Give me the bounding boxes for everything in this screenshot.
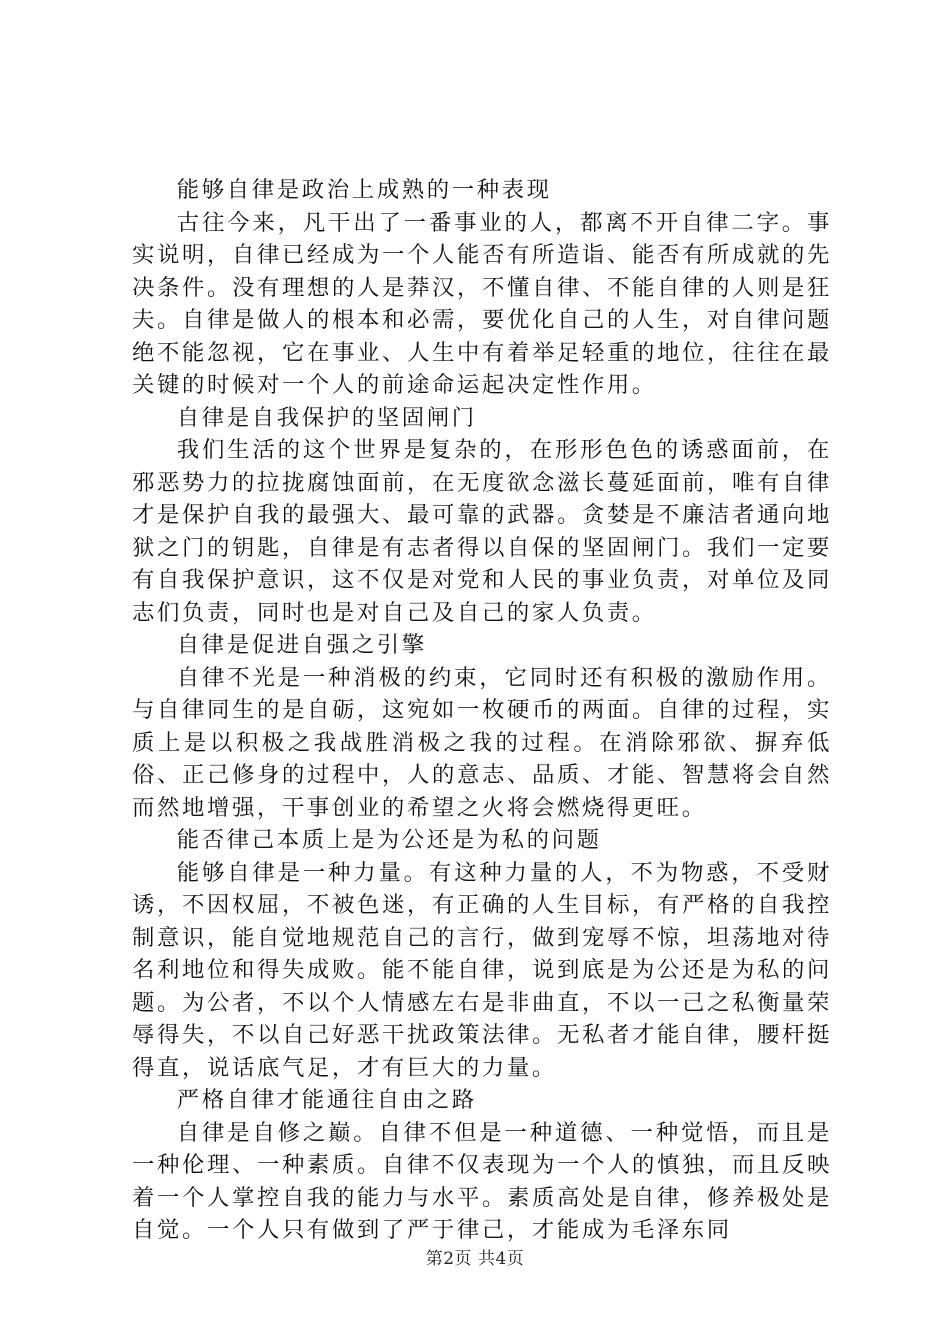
paragraph-1: 古往今来，凡干出了一番事业的人，都离不开自律二字。事实说明，自律已经成为一个人能否有所造诣、能否有所成就的先决条件。没有理想的人是莽汉，不懂自律、不能自律的人则是狂夫。自律是做人的根本和必需，要优化自己的人生，对自律问题绝不能忽视，它在事业、人生中有着举足轻重的地位，往往在最关键的时候对一个人的前途命运起决定性作用。 [132, 209, 832, 398]
section-heading-4: 能否律己本质上是为公还是为私的问题 [176, 827, 602, 853]
section-heading-5: 严格自律才能通往自由之路 [176, 1087, 477, 1113]
paragraph-2: 我们生活的这个世界是复杂的，在形形色色的诱惑面前，在邪恶势力的拉拢腐蚀面前，在无度欲念滋长蔓延面前，唯有自律才是保护自我的最强大、最可靠的武器。贪婪是不廉洁者通向地狱之门的钥匙，自律是有志者得以自保的坚固闸门。我们一定要有自我保护意识，这不仅是对党和人民的事业负责，对单位及同志们负责，同时也是对自己及自己的家人负责。 [132, 437, 832, 626]
paragraph-4: 能够自律是一种力量。有这种力量的人，不为物惑，不受财诱，不因权屈，不被色迷，有正确的人生目标，有严格的自我控制意识，能自觉地规范自己的言行，做到宠辱不惊，坦荡地对待名利地位和得失成败。能不能自律，说到底是为公还是为私的问题。为公者，不以个人情感左右是非曲直，不以一己之私衡量荣辱得失，不以自己好恶干扰政策法律。无私者才能自律，腰杆挺得直，说话底气足，才有巨大的力量。 [132, 859, 832, 1081]
paragraph-5: 自律是自修之巅。自律不但是一种道德、一种觉悟，而且是一种伦理、一种素质。自律不仅表现为一个人的慎独，而且反映着一个人掌控自我的能力与水平。素质高处是自律，修养极处是自觉。一个人只有做到了严于律己，才能成为毛泽东同 [132, 1119, 832, 1243]
page-number-footer: 第2页 共4页 [425, 1249, 525, 1269]
section-heading-3: 自律是促进自强之引擎 [176, 632, 427, 658]
section-heading-2: 自律是自我保护的坚固闸门 [176, 404, 477, 431]
paragraph-3: 自律不光是一种消极的约束，它同时还有积极的激励作用。与自律同生的是自砺，这宛如一枚硬币的两面。自律的过程，实质上是以积极之我战胜消极之我的过程。在消除邪欲、摒弃低俗、正己修身的过程中，人的意志、品质、才能、智慧将会自然而然地增强，干事创业的希望之火将会燃烧得更旺。 [132, 664, 832, 821]
document-body [132, 174, 832, 1247]
section-heading-1: 能够自律是政治上成熟的一种表现 [176, 177, 552, 203]
